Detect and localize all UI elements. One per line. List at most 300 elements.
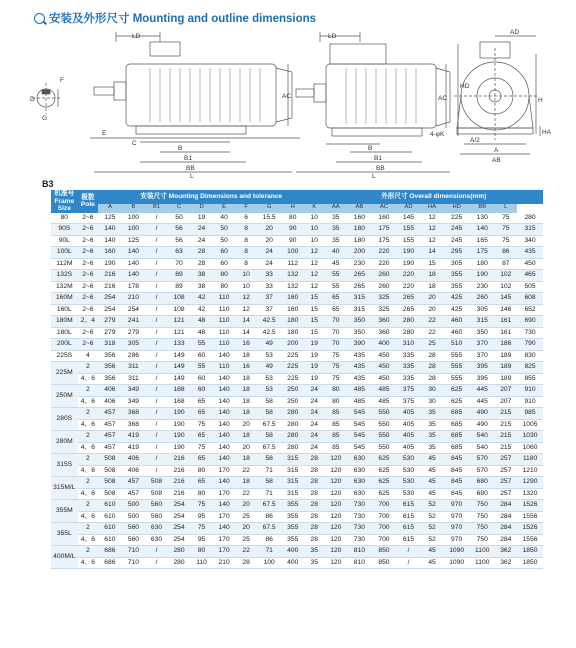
table-cell: 315 [517, 224, 543, 236]
table-cell: 257 [495, 465, 518, 477]
table-cell: 225 [281, 362, 304, 374]
table-cell: 362 [495, 557, 518, 569]
table-cell: 110 [213, 316, 236, 328]
dimension-table-container [51, 190, 543, 569]
table-cell: 405 [396, 419, 421, 431]
table-cell: 349 [122, 385, 146, 397]
table-cell: 355 [281, 534, 304, 546]
table-cell: 830 [517, 350, 543, 362]
table-cell: 608 [517, 293, 543, 305]
table-cell: 24 [304, 396, 325, 408]
overall-dimensions-header: 外形尺寸 Overall dimensions(mm) [325, 190, 543, 204]
table-cell: 120 [325, 534, 348, 546]
pole-cell: 4、6 [78, 442, 98, 454]
table-cell: 18 [421, 270, 444, 282]
table-cell: 52 [421, 511, 444, 523]
table-cell: / [145, 270, 168, 282]
table-cell: 685 [443, 442, 470, 454]
table-cell: 80 [281, 213, 304, 224]
table-cell: 28 [304, 465, 325, 477]
table-cell: / [145, 362, 168, 374]
table-cell: 25 [235, 511, 257, 523]
pole-cell: 2 [78, 523, 98, 535]
table-cell: 189 [495, 362, 518, 374]
frame-size-cell: 112M [51, 258, 78, 270]
table-cell: 315 [281, 488, 304, 500]
table-cell: 435 [347, 350, 372, 362]
table-cell: 48 [190, 316, 213, 328]
column-header-hd: HD [443, 204, 470, 213]
table-cell: 625 [443, 385, 470, 397]
table-cell: 20 [235, 442, 257, 454]
table-cell: 45 [421, 477, 444, 489]
table-cell: 120 [325, 500, 348, 512]
table-cell: 160 [372, 213, 397, 224]
table-cell: 30 [421, 385, 444, 397]
table-cell: 216 [168, 454, 191, 466]
table-cell: 89 [168, 281, 191, 293]
table-cell: 700 [372, 534, 397, 546]
section-title: 安装及外形尺寸 Mounting and outline dimensions [49, 13, 317, 25]
table-cell: 28 [304, 454, 325, 466]
pole-cell: 2、4 [78, 316, 98, 328]
table-cell: 315 [470, 316, 495, 328]
table-cell: 545 [347, 442, 372, 454]
table-cell: 52 [421, 534, 444, 546]
table-cell: 508 [98, 488, 122, 500]
table-cell: 400 [372, 339, 397, 351]
table-cell: / [145, 247, 168, 259]
frame-size-cell: 355L [51, 523, 78, 546]
table-cell: 15.5 [257, 213, 282, 224]
table-cell: 170 [213, 511, 236, 523]
table-cell: 686 [98, 557, 122, 569]
table-row [51, 247, 543, 259]
table-cell: 50 [213, 224, 236, 236]
table-cell: 10 [304, 213, 325, 224]
table-row [51, 316, 543, 328]
table-cell: 970 [443, 523, 470, 535]
table-cell: / [145, 454, 168, 466]
table-cell: 435 [347, 362, 372, 374]
table-cell: 370 [470, 339, 495, 351]
table-cell: 120 [325, 465, 348, 477]
table-cell: 140 [213, 350, 236, 362]
table-cell: 19 [190, 213, 213, 224]
table-cell: 45 [325, 258, 348, 270]
table-cell: 120 [325, 546, 348, 558]
table-cell: 550 [372, 442, 397, 454]
table-cell: 1005 [517, 419, 543, 431]
table-cell: 19 [304, 339, 325, 351]
table-cell: 356 [98, 350, 122, 362]
table-row [51, 419, 543, 431]
label-ha: HA [542, 129, 552, 136]
table-cell: 55 [190, 339, 213, 351]
table-cell: 305 [443, 258, 470, 270]
table-cell: / [145, 546, 168, 558]
table-cell: 419 [122, 431, 146, 443]
table-cell: 265 [396, 304, 421, 316]
table-cell: 28 [421, 362, 444, 374]
table-cell: 368 [122, 408, 146, 420]
table-cell: 508 [145, 488, 168, 500]
table-cell: 690 [517, 316, 543, 328]
table-cell: 216 [168, 488, 191, 500]
table-cell: 490 [470, 408, 495, 420]
table-cell: 42.5 [257, 327, 282, 339]
pole-cell: 4、6 [78, 557, 98, 569]
table-cell: / [145, 316, 168, 328]
table-cell: 450 [372, 350, 397, 362]
table-cell: 207 [495, 396, 518, 408]
dimension-table [51, 190, 543, 569]
table-cell: 65 [190, 408, 213, 420]
table-cell: 284 [495, 500, 518, 512]
table-cell: 125 [122, 235, 146, 247]
pole-cell: 2~6 [78, 270, 98, 282]
table-cell: 280 [281, 408, 304, 420]
table-cell: 610 [98, 523, 122, 535]
table-cell: 216 [98, 270, 122, 282]
table-cell: 56 [168, 224, 191, 236]
table-cell: / [145, 431, 168, 443]
table-cell: 356 [98, 373, 122, 385]
table-cell: 140 [98, 224, 122, 236]
table-cell: 110 [213, 293, 236, 305]
table-cell: 435 [517, 247, 543, 259]
table-cell: 19 [304, 373, 325, 385]
table-cell: 545 [347, 431, 372, 443]
table-cell: 25 [421, 339, 444, 351]
pole-cell: 2 [78, 431, 98, 443]
table-cell: 85 [325, 408, 348, 420]
table-cell: 370 [470, 350, 495, 362]
table-cell: 530 [396, 477, 421, 489]
frame-size-cell: 90L [51, 235, 78, 247]
table-cell: 28 [421, 373, 444, 385]
frame-size-cell: 280S [51, 408, 78, 431]
table-cell: 225 [443, 213, 470, 224]
table-cell: 33 [257, 281, 282, 293]
table-cell: 71 [257, 465, 282, 477]
shaft-section-view [32, 83, 60, 114]
table-cell: 170 [213, 465, 236, 477]
frame-size-cell: 225S [51, 350, 78, 362]
table-cell: 685 [443, 431, 470, 443]
motor-drawings [30, 28, 556, 178]
table-cell: 80 [213, 281, 236, 293]
table-cell: 70 [168, 258, 191, 270]
mounting-dimensions-header: 安装尺寸 Mounting Dimensions and tolerance [98, 190, 324, 204]
pole-cell: 2 [78, 546, 98, 558]
table-cell: / [145, 385, 168, 397]
table-cell: 254 [168, 523, 191, 535]
table-cell: 71 [257, 546, 282, 558]
table-cell: 610 [98, 511, 122, 523]
label-b1-middle: B1 [374, 155, 382, 162]
table-cell: 1180 [517, 454, 543, 466]
table-cell: 40 [325, 247, 348, 259]
table-cell: / [145, 350, 168, 362]
table-cell: 450 [372, 373, 397, 385]
table-cell: 280 [168, 546, 191, 558]
table-cell: 457 [98, 442, 122, 454]
table-cell: 110 [213, 327, 236, 339]
table-cell: 45 [421, 454, 444, 466]
table-cell: 485 [372, 385, 397, 397]
table-cell: 630 [347, 465, 372, 477]
table-row [51, 431, 543, 443]
table-row [51, 396, 543, 408]
table-cell: 190 [470, 270, 495, 282]
table-cell: 140 [213, 442, 236, 454]
table-cell: 87 [495, 258, 518, 270]
table-cell: 67.5 [257, 500, 282, 512]
table-cell: 265 [396, 293, 421, 305]
table-cell: 685 [443, 419, 470, 431]
table-cell: / [145, 327, 168, 339]
table-cell: 508 [98, 477, 122, 489]
table-cell: 161 [495, 316, 518, 328]
table-cell: 60 [190, 373, 213, 385]
table-cell: 37 [257, 293, 282, 305]
table-cell: 180 [281, 316, 304, 328]
table-row [51, 408, 543, 420]
table-cell: 315 [281, 454, 304, 466]
table-cell: 284 [495, 534, 518, 546]
table-cell: 305 [470, 304, 495, 316]
column-header-c: C [168, 204, 191, 213]
table-cell: 35 [421, 431, 444, 443]
table-cell: 530 [396, 454, 421, 466]
table-cell: 406 [122, 454, 146, 466]
table-cell: 425 [443, 293, 470, 305]
table-cell: 65 [190, 454, 213, 466]
table-cell: 190 [396, 247, 421, 259]
table-cell: 22 [235, 488, 257, 500]
table-cell: 360 [372, 327, 397, 339]
table-cell: 140 [213, 373, 236, 385]
table-cell: 22 [421, 316, 444, 328]
label-g: G [42, 115, 48, 122]
table-cell: 19 [304, 350, 325, 362]
table-cell: 457 [98, 431, 122, 443]
label-ac: AC [282, 93, 292, 100]
table-cell: 850 [372, 557, 397, 569]
table-cell: 395 [470, 362, 495, 374]
pole-cell: 4、6 [78, 511, 98, 523]
table-cell: 790 [517, 339, 543, 351]
table-cell: 280 [517, 213, 543, 224]
table-cell: 505 [517, 281, 543, 293]
table-cell: 28 [304, 477, 325, 489]
table-cell: 630 [347, 477, 372, 489]
table-cell: 121 [168, 327, 191, 339]
table-cell: 168 [168, 396, 191, 408]
table-cell: 75 [190, 442, 213, 454]
table-cell: / [145, 293, 168, 305]
table-cell: 700 [372, 523, 397, 535]
table-cell: 160 [281, 293, 304, 305]
table-cell: 730 [347, 511, 372, 523]
table-cell: 80 [190, 546, 213, 558]
table-row [51, 511, 543, 523]
table-cell: 311 [122, 362, 146, 374]
table-cell: 368 [122, 419, 146, 431]
table-cell: 445 [470, 385, 495, 397]
table-cell: 315 [281, 477, 304, 489]
table-cell: 1556 [517, 511, 543, 523]
table-cell: 140 [213, 396, 236, 408]
table-cell: 18 [235, 396, 257, 408]
table-cell: / [396, 557, 421, 569]
table-cell: 58 [257, 431, 282, 443]
column-header-ab: AB [347, 204, 372, 213]
table-cell: 220 [396, 281, 421, 293]
table-cell: 280 [396, 316, 421, 328]
table-cell: 215 [495, 442, 518, 454]
table-cell: 65 [325, 304, 348, 316]
table-cell: 406 [98, 385, 122, 397]
table-cell: 970 [443, 500, 470, 512]
table-cell: 75 [495, 235, 518, 247]
table-cell: 615 [396, 534, 421, 546]
table-cell: 350 [347, 327, 372, 339]
table-cell: 42.5 [257, 316, 282, 328]
table-cell: 20 [235, 500, 257, 512]
table-cell: 1100 [470, 546, 495, 558]
table-row [51, 362, 543, 374]
table-cell: 121 [168, 316, 191, 328]
table-cell: 10 [304, 224, 325, 236]
table-cell: 625 [372, 477, 397, 489]
table-row [51, 293, 543, 305]
table-cell: 170 [213, 546, 236, 558]
table-row [51, 454, 543, 466]
table-cell: 855 [517, 373, 543, 385]
table-cell: 140 [213, 454, 236, 466]
dimension-table-body [51, 213, 543, 569]
table-cell: 22 [235, 546, 257, 558]
table-cell: 28 [421, 350, 444, 362]
table-cell: 140 [122, 247, 146, 259]
table-cell: 850 [372, 546, 397, 558]
table-cell: 16 [235, 339, 257, 351]
table-row [51, 339, 543, 351]
frame-size-cell: 200L [51, 339, 78, 351]
label-e: E [102, 130, 107, 137]
table-cell: 67.5 [257, 442, 282, 454]
side-view-middle [296, 32, 458, 172]
label-l-middle: L [372, 173, 376, 178]
table-cell: 457 [122, 477, 146, 489]
table-cell: 65 [190, 431, 213, 443]
table-cell: 132 [281, 270, 304, 282]
table-cell: 102 [495, 270, 518, 282]
pole-cell: 2~6 [78, 235, 98, 247]
table-row [51, 477, 543, 489]
table-cell: 14 [421, 247, 444, 259]
table-row [51, 281, 543, 293]
table-cell: 225 [281, 350, 304, 362]
table-cell: 35 [421, 408, 444, 420]
table-cell: 311 [122, 373, 146, 385]
table-cell: 750 [470, 500, 495, 512]
table-cell: 25 [235, 534, 257, 546]
table-cell: 295 [443, 247, 470, 259]
label-f: F [60, 77, 64, 84]
table-cell: / [145, 213, 168, 224]
table-cell: 38 [190, 270, 213, 282]
table-cell: 15 [304, 316, 325, 328]
table-cell: 730 [347, 534, 372, 546]
table-cell: 405 [396, 431, 421, 443]
table-cell: 155 [396, 235, 421, 247]
label-hd-middle: HD [460, 83, 470, 90]
table-cell: 53 [257, 385, 282, 397]
table-cell: 550 [372, 408, 397, 420]
table-cell: 110 [213, 339, 236, 351]
table-cell: 110 [213, 362, 236, 374]
table-cell: 120 [325, 523, 348, 535]
table-row [51, 213, 543, 224]
table-cell: 35 [421, 419, 444, 431]
table-cell: 555 [443, 373, 470, 385]
table-cell: 225 [281, 373, 304, 385]
table-cell: 254 [98, 293, 122, 305]
table-cell: 845 [443, 477, 470, 489]
table-cell: / [145, 224, 168, 236]
table-cell: 260 [470, 293, 495, 305]
table-row [51, 258, 543, 270]
table-cell: 35 [304, 546, 325, 558]
table-cell: 615 [396, 523, 421, 535]
table-cell: 355 [281, 511, 304, 523]
table-cell: 28 [190, 247, 213, 259]
table-row [51, 500, 543, 512]
table-cell: 419 [122, 442, 146, 454]
table-cell: 58 [257, 454, 282, 466]
table-cell: 100 [281, 247, 304, 259]
table-cell: 65 [325, 293, 348, 305]
table-cell: 85 [325, 419, 348, 431]
table-cell: 630 [145, 523, 168, 535]
table-cell: 71 [257, 488, 282, 500]
table-cell: 400 [281, 546, 304, 558]
table-cell: 35 [325, 235, 348, 247]
label-ld-middle: LD [328, 33, 337, 40]
table-cell: / [145, 235, 168, 247]
table-cell: 14 [235, 327, 257, 339]
table-cell: 15 [304, 293, 325, 305]
table-cell: 189 [495, 373, 518, 385]
table-cell: 210 [122, 293, 146, 305]
table-cell: 615 [396, 511, 421, 523]
table-cell: 970 [443, 511, 470, 523]
table-cell: 550 [372, 431, 397, 443]
table-row [51, 546, 543, 558]
pole-cell: 2~6 [78, 247, 98, 259]
table-cell: 350 [347, 316, 372, 328]
table-cell: 70 [325, 327, 348, 339]
column-header-b1: B1 [145, 204, 168, 213]
table-cell: 750 [470, 534, 495, 546]
table-cell: 810 [347, 546, 372, 558]
table-cell: 710 [122, 546, 146, 558]
table-cell: 325 [372, 304, 397, 316]
table-cell: 730 [347, 500, 372, 512]
